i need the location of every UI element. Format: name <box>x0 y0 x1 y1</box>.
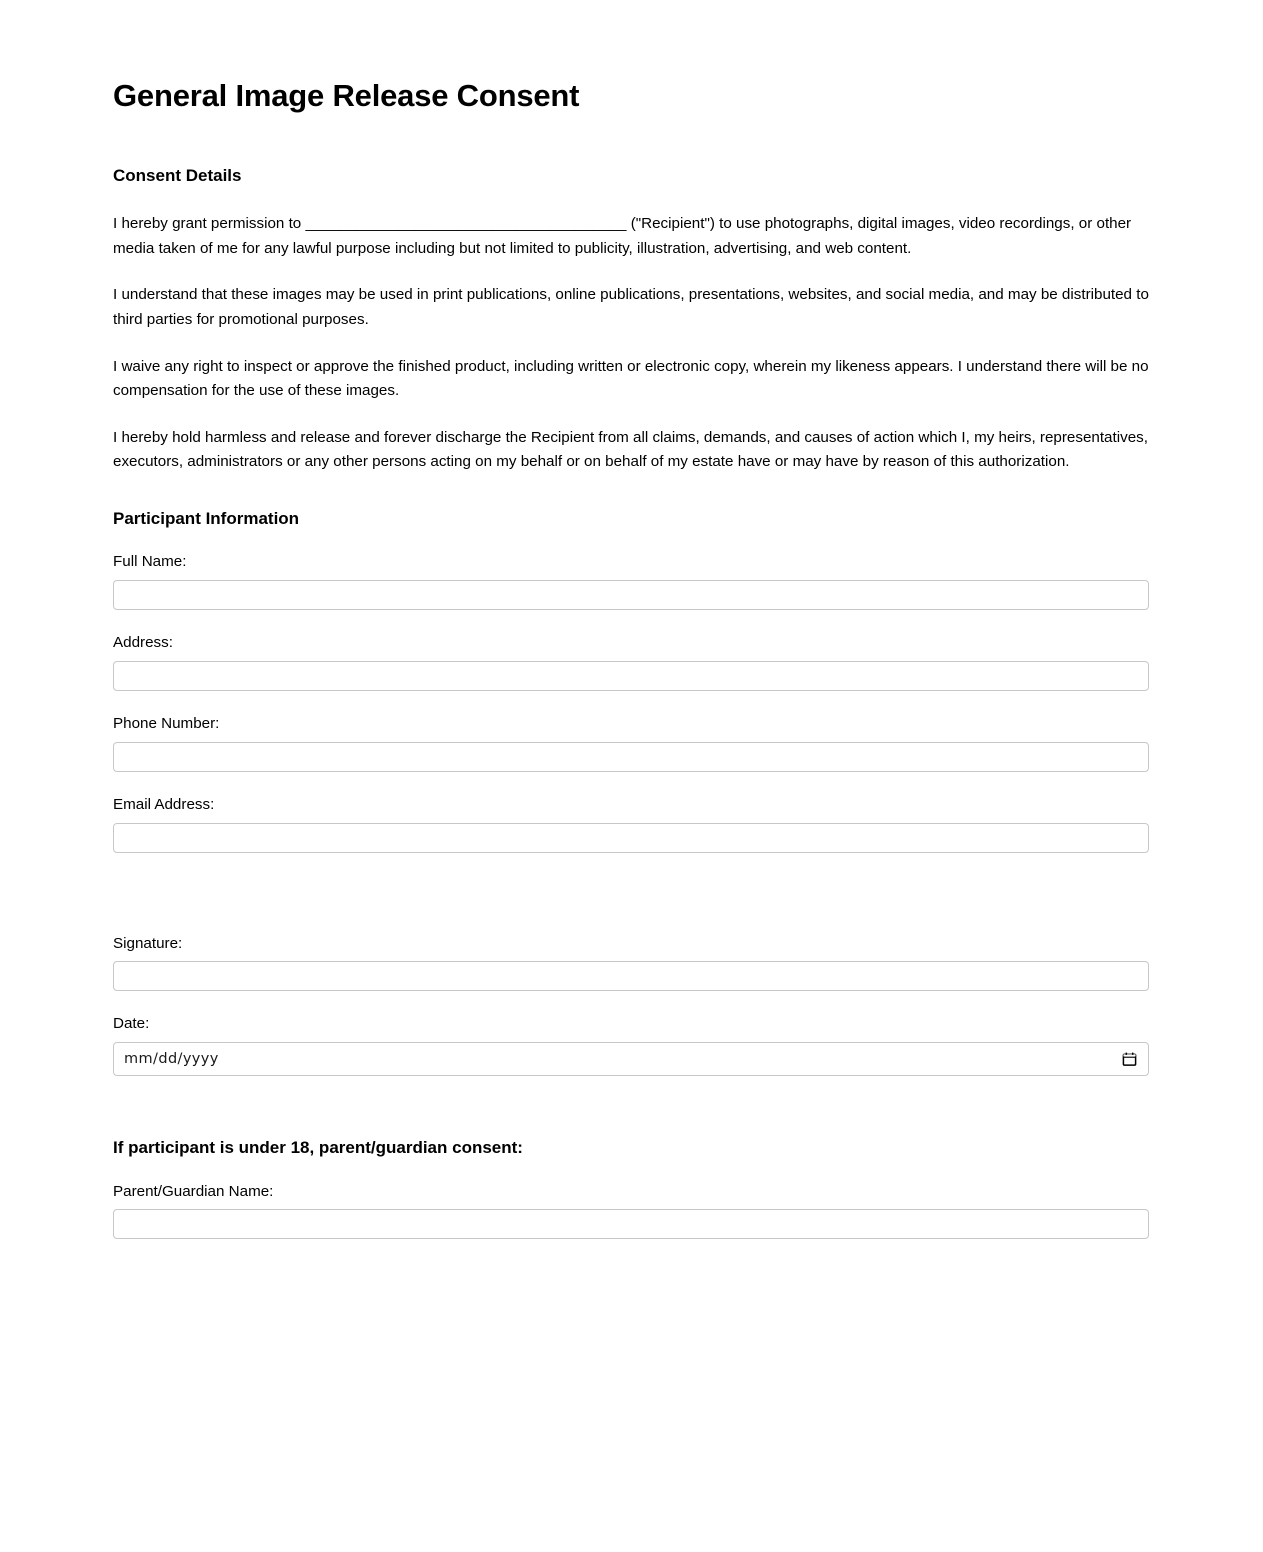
date-label: Date: <box>113 1015 150 1033</box>
consent-paragraph-3: I waive any right to inspect or approve the finished product, including written or electronic copy, wherein my likeness appears. I understand there will be no compensation for the use of these images. <box>113 357 1149 400</box>
field-full-name <box>113 551 1150 610</box>
guardian-name-label: Parent/Guardian Name: <box>113 1182 274 1200</box>
date-placeholder-text: mm/dd/yyyy <box>124 1051 219 1068</box>
consent-details-heading: Consent Details <box>113 165 242 185</box>
page-title: General Image Release Consent <box>113 78 580 113</box>
field-guardian-name <box>113 1181 1150 1240</box>
consent-paragraph-2: I understand that these images may be used in print publications, online publications, presentations, websites, and social media, and may be distributed to third parties for promotional purposes. <box>113 286 1149 328</box>
date-input[interactable] <box>113 1042 1149 1076</box>
recipient-blank-line: ______________________________________ <box>305 215 627 233</box>
full-name-label: Full Name: <box>113 553 187 571</box>
date-input-wrapper <box>113 1042 1149 1076</box>
email-address-input[interactable] <box>113 823 1149 853</box>
phone-number-label: Phone Number: <box>113 715 220 733</box>
spacer <box>113 114 1150 166</box>
consent-paragraph-4: I hereby hold harmless and release and forever discharge the Recipient from all claims, demands, and causes of action which I, my heirs, representatives, executors, administrators or any other persons acting on my behalf or on behalf of my estate have or may have by reason of this authorization. <box>113 428 1148 471</box>
consent-paragraph-1-before-blank: I hereby grant permission to <box>113 215 306 233</box>
address-label: Address: <box>113 634 173 652</box>
guardian-consent-heading: If participant is under 18, parent/guardian consent: <box>113 1138 523 1158</box>
guardian-name-input[interactable] <box>113 1209 1149 1239</box>
calendar-icon[interactable] <box>1122 1052 1137 1067</box>
participant-information-heading: Participant Information <box>113 509 300 529</box>
spacer <box>113 186 1150 212</box>
field-address <box>113 632 1150 691</box>
field-phone-number <box>113 713 1150 772</box>
consent-paragraph-1-after-blank: ("Recipient") to use photographs, digital images, video recordings, or other media taken of me for any lawful purpose including but not limited to publicity, illustration, advertising, and web content. <box>113 215 1132 257</box>
phone-number-input[interactable] <box>113 742 1149 772</box>
full-name-input[interactable] <box>113 580 1149 610</box>
consent-paragraph-1 <box>113 212 1150 261</box>
signature-label: Signature: <box>113 934 183 952</box>
spacer <box>113 475 1150 509</box>
signature-input[interactable] <box>113 961 1149 991</box>
spacer <box>113 853 1150 911</box>
field-date <box>113 1013 1150 1076</box>
email-address-label: Email Address: <box>113 795 215 813</box>
field-email-address <box>113 794 1150 853</box>
field-signature <box>113 933 1150 992</box>
address-input[interactable] <box>113 661 1149 691</box>
spacer <box>113 1076 1150 1138</box>
